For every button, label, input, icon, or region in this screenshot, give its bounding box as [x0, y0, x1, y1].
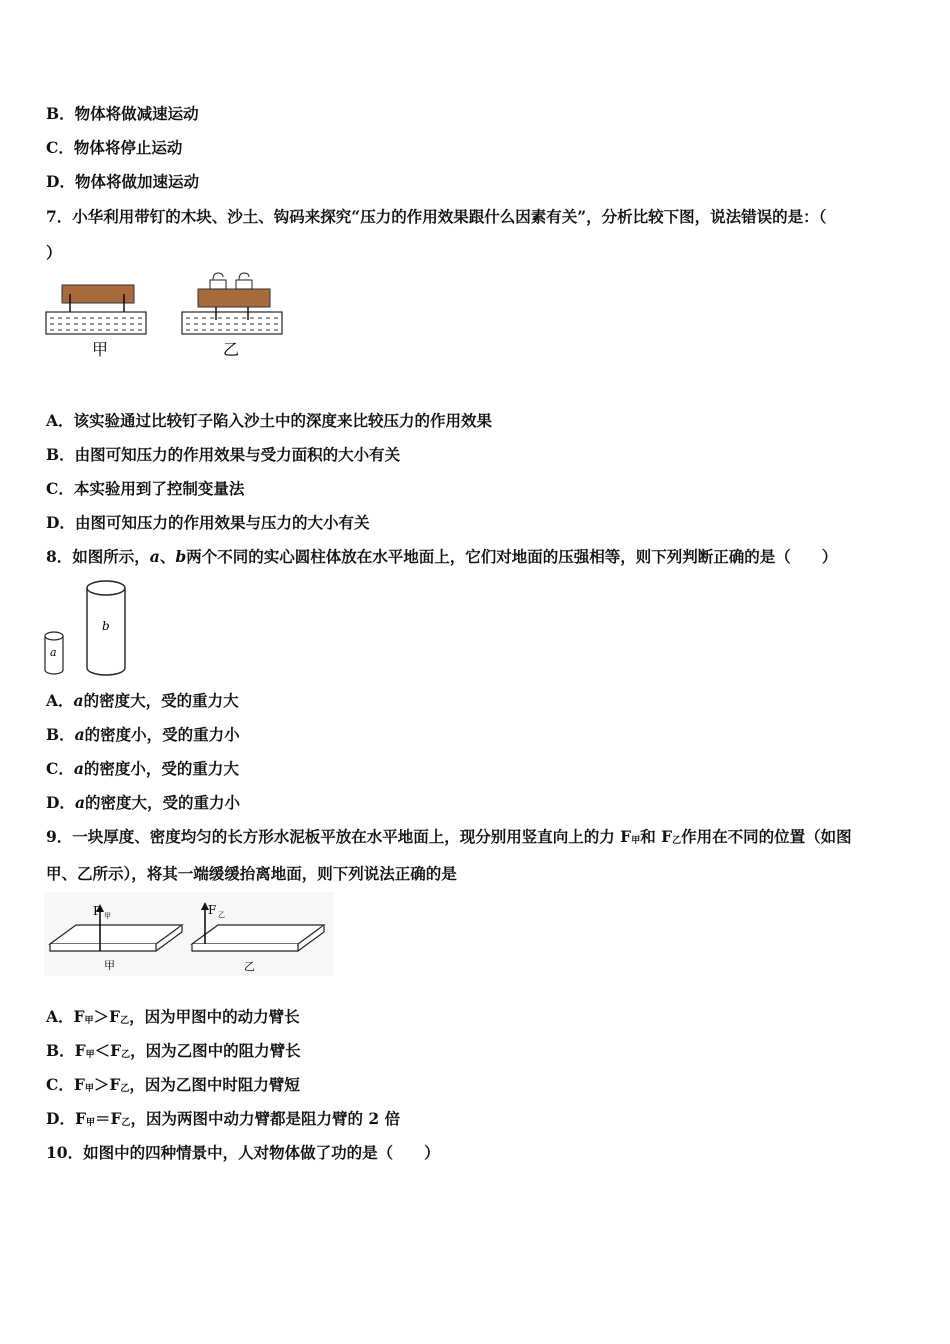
q6-option-c: C．物体将停止运动 — [46, 138, 183, 157]
q9-fig-F2: F — [208, 903, 217, 917]
q9-stem-line1: 9．一块厚度、密度均匀的长方形水泥板平放在水平地面上，现分别用竖直向上的力 $F_甲$和 $F_乙$作用在不同的位置（如图 — [46, 827, 852, 846]
q7-option-b: B．由图可知压力的作用效果与受力面积的大小有关 — [46, 445, 401, 464]
q7-label-jia: 甲 — [92, 340, 109, 359]
q7-option-a: A．该实验通过比较钉子陷入沙土中的深度来比较压力的作用效果 — [46, 411, 493, 430]
q8-label-a: a — [50, 646, 57, 659]
q7-sand-jia — [46, 312, 146, 334]
q9-fig-label-jia: 甲 — [104, 959, 115, 972]
q6-option-d: D．物体将做加速运动 — [46, 172, 199, 191]
q7-block-jia — [62, 285, 134, 312]
q10-stem: 10．如图中的四种情景中，人对物体做了功的是（ ） — [46, 1143, 440, 1162]
q8-option-c: C．a的密度小，受的重力大 — [46, 759, 239, 778]
q9-slab-jia — [50, 925, 182, 951]
q8-option-b: B．a的密度小，受的重力小 — [46, 725, 240, 744]
q9-figure — [44, 892, 334, 976]
q9-fig-sub1: 甲 — [104, 912, 111, 920]
q7-figure — [40, 268, 290, 363]
q8-figure — [40, 573, 140, 678]
q9-fig-F1: F — [93, 904, 102, 918]
q9-option-b: B．$F_甲<F_乙$，因为乙图中的阻力臂长 — [46, 1041, 301, 1060]
q7-option-d: D．由图可知压力的作用效果与压力的大小有关 — [46, 513, 370, 532]
q8-option-d: D．a的密度大，受的重力小 — [46, 793, 241, 812]
q7-sand-yi — [182, 312, 282, 334]
q9-fig-label-yi: 乙 — [244, 960, 255, 973]
q8-option-a: A．a的密度大，受的重力大 — [46, 691, 239, 710]
q9-stem-line2: 甲、乙所示），将其一端缓缓抬离地面，则下列说法正确的是 — [46, 864, 457, 883]
q8-label-b: b — [102, 619, 110, 633]
q7-stem: 7．小华利用带钉的木块、沙土、钩码来探究“压力的作用效果跟什么因素有关”，分析比较下图，说法错误的是：（ — [46, 207, 827, 226]
q9-slab-yi — [192, 925, 324, 951]
q9-option-c: C．$F_甲>F_乙$，因为乙图中时阻力臂短 — [46, 1075, 300, 1094]
q9-option-a: A．$F_甲>F_乙$，因为甲图中的动力臂长 — [46, 1007, 300, 1026]
q7-stem-end: ） — [46, 243, 62, 262]
q9-option-d: D．$F_甲=F_乙$，因为两图中动力臂都是阻力臂的 2 倍 — [46, 1109, 401, 1128]
q9-fig-sub2: 乙 — [218, 911, 225, 919]
q7-label-yi: 乙 — [223, 340, 240, 359]
q8-stem: 8．如图所示，a、b两个不同的实心圆柱体放在水平地面上，它们对地面的压强相等，则下列判断正确的是（ ） — [46, 547, 838, 566]
q6-option-b: B．物体将做减速运动 — [46, 104, 199, 123]
q7-option-c: C．本实验用到了控制变量法 — [46, 479, 245, 498]
q7-weights — [210, 273, 252, 289]
